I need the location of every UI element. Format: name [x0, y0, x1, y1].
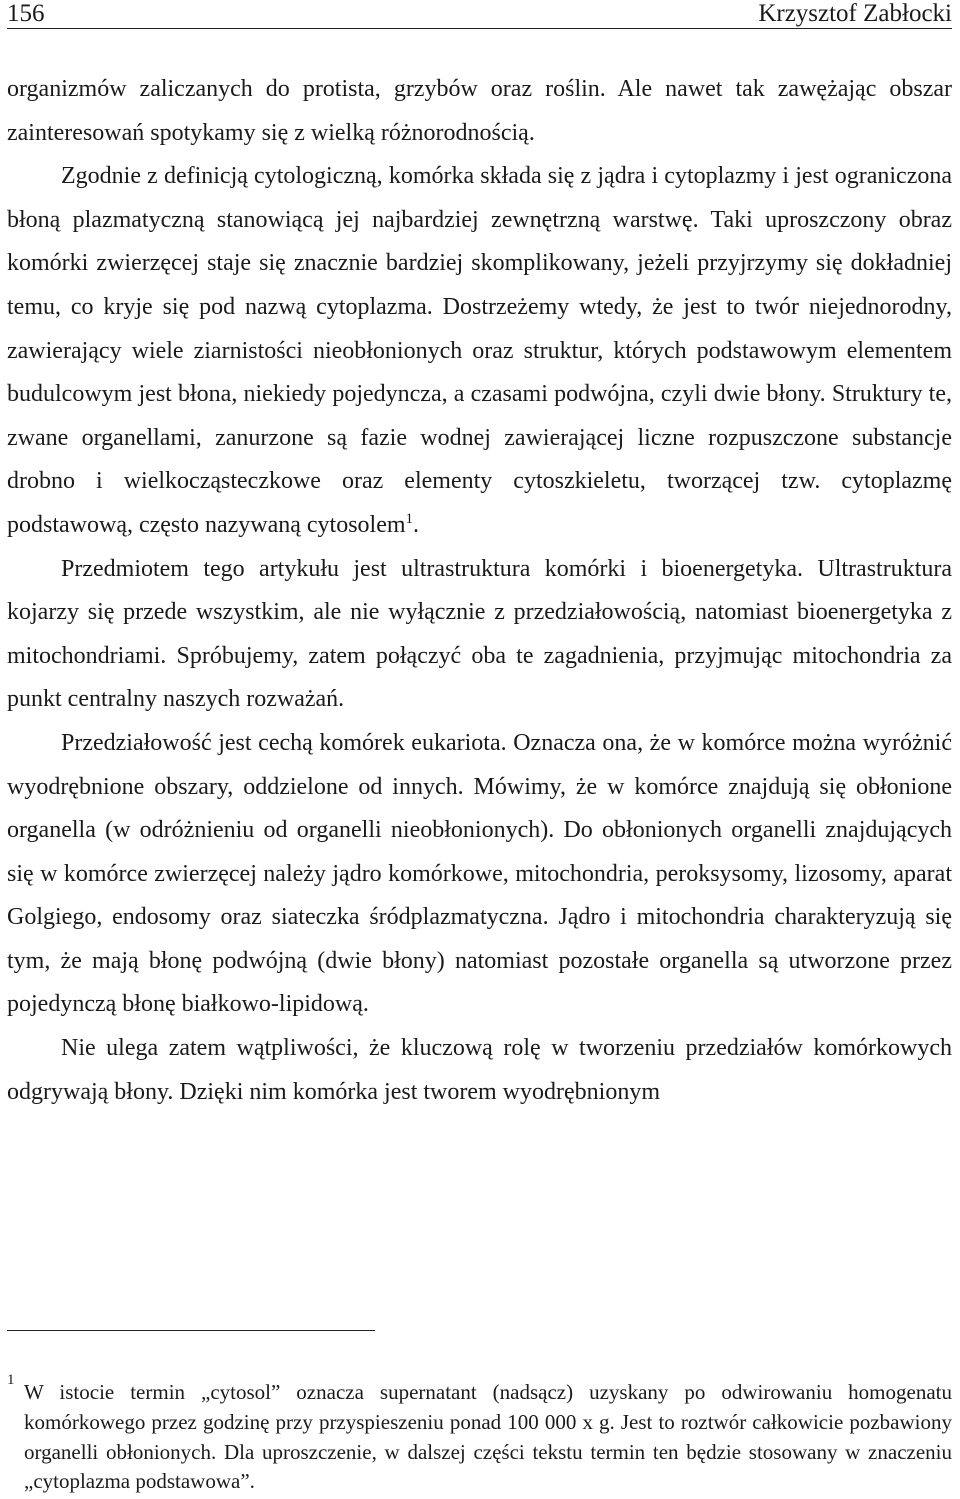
- footnote: [7, 1372, 952, 1497]
- running-head-author: Krzysztof Zabłocki: [758, 0, 952, 27]
- paragraph-1: organizmów zaliczanych do protista, grzybów oraz roślin. Ale nawet tak zawężając obszar zainteresowań spotykamy się z wielką różnorodnością.: [7, 76, 952, 146]
- page-number: 156: [7, 0, 45, 27]
- paragraph-2: [7, 155, 952, 547]
- paragraph-2-text: Zgodnie z definicją cytologiczną, komórka składa się z jądra i cytoplazmy i jest ograniczona błoną plazmatyczną stanowiącą jej najbardziej zewnętrzną warstwę. Taki uproszczony obraz komórki zwierzęcej staje się znacznie bardziej skomplikowany, jeżeli przyjrzymy się dokładniej temu, co kryje się pod nazwą cytoplazma. Dostrzeżemy wtedy, że jest to twór niejednorodny, zawierający wiele ziarnistości nieobłonionych oraz struktur, których podstawowym elementem budulcowym jest błona, niekiedy pojedyncza, a czasami podwójna, czyli dwie błony. Struktury te, zwane organellami, zanurzone są fazie wodnej zawierającej liczne rozpuszczone substancje drobno i wielkocząsteczkowe oraz elementy cytoszkieletu, tworzącej tzw. cytoplazmę podstawową, często nazywaną cytosolem: [7, 163, 952, 538]
- footnote-reference[interactable]: 1: [405, 510, 414, 527]
- body-text: [7, 68, 952, 1114]
- paragraph-5: Nie ulega zatem wątpliwości, że kluczową rolę w tworzeniu przedziałów komórkowych odgrywają błony. Dzięki nim komórka jest tworem wyodrębnionym: [7, 1035, 952, 1105]
- paragraph-4: Przedziałowość jest cechą komórek eukariota. Oznacza ona, że w komórce można wyróżnić wyodrębnione obszary, oddzielone od innych. Mówimy, że w komórce znajdują się obłonione organella (w odróżnieniu od organelli nieobłonionych). Do obłonionych organelli znajdujących się w komórce zwierzęcej należy jądro komórkowe, mitochondria, peroksysomy, lizosomy, aparat Golgiego, endosomy oraz siateczka śródplazmatyczna. Jądro i mitochondria charakteryzują się tym, że mają błonę podwójną (dwie błony) natomiast pozostałe organella są utworzone przez pojedynczą błonę białkowo-lipidową.: [7, 729, 952, 1018]
- paragraph-3: Przedmiotem tego artykułu jest ultrastruktura komórki i bioenergetyka. Ultrastruktura kojarzy się przede wszystkim, ale nie wyłącznie z przedziałowością, natomiast bioenergetyka z mitochondriami. Spróbujemy, zatem połączyć oba te zagadnienia, przyjmując mitochondria za punkt centralny naszych rozważań.: [7, 555, 952, 713]
- footnote-mark: 1: [7, 1372, 15, 1388]
- paragraph-2-end: .: [413, 511, 420, 538]
- running-header: [7, 0, 952, 29]
- footnote-text: W istocie termin „cytosol” oznacza supernatant (nadsącz) uzyskany po odwirowaniu homogenatu komórkowego przez godzinę przy przyspieszeniu ponad 100 000 x g. Jest to roztwór całkowicie pozbawiony organelli obłonionych. Dla uproszczenie, w dalszej części tekstu termin ten będzie stosowany w znaczeniu „cytoplazma podstawowa”.: [24, 1380, 952, 1494]
- footnote-separator: [7, 1330, 375, 1331]
